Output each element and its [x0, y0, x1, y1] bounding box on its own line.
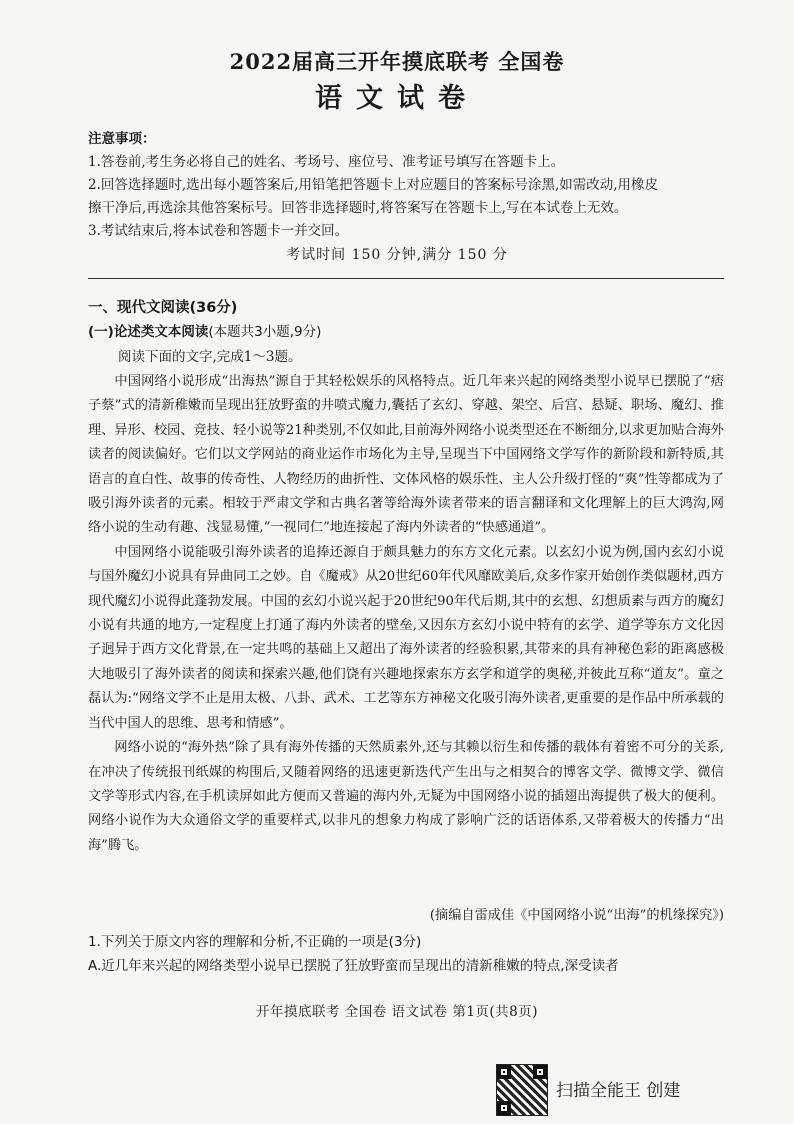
header-divider — [88, 278, 724, 279]
notes-heading: 注意事项： — [88, 131, 156, 147]
passage-paragraph: 中国网络小说形成“出海热”源自于其轻松娱乐的风格特点。近几年来兴起的网络类型小说早已摆脱了“痞子蔡”式的清新稚嫩而呈现出狂放野蛮的井喷式魔力,囊括了玄幻、穿越、架空、后宫、悬疑、职场、魔幻、推理、异形、校园、竞技、轻小说等21种类别,不仅如此,目前海外网络小说类型还在不断细分,以求更加贴合海外读者的阅读偏好。它们以文学网站的商业运作市场化为主导,呈现当下中国网络文学写作的新阶段和新特质,其语言的直白性、故事的传奇性、人物经历的曲折性、文体风格的娱乐性、主人公升级打怪的“爽”性等都成为了吸引海外读者的元素。相较于严肃文学和古典名著等给海外读者带来的语言翻译和文化理解上的巨大鸿沟,网络小说的生动有趣、浅显易懂,“一视同仁”地连接起了海内外读者的“快感通道”。 — [88, 374, 724, 536]
subsection-note: (本题共3小题,9分) — [208, 324, 322, 340]
reading-passage — [88, 370, 724, 858]
note-item: 2.回答选择题时,选出每小题答案后,用铅笔把答题卡上对应题目的答案标号涂黑,如需改动,用橡皮 — [88, 177, 659, 193]
section-title: 一、现代文阅读(36分) — [88, 300, 238, 316]
passage-source: (摘编自雷成佳《中国网络小说“出海”的机缘探究》) — [429, 908, 724, 923]
note-item: 1.答卷前,考生务必将自己的姓名、考场号、座位号、准考证号填写在答题卡上。 — [88, 154, 565, 170]
qr-code-icon — [496, 1064, 548, 1116]
exam-time-line: 考试时间 150 分钟,满分 150 分 — [286, 247, 508, 263]
exam-notes — [88, 128, 728, 243]
reading-instruction: 阅读下面的文字,完成1～3题。 — [118, 349, 302, 365]
subsection-title — [88, 320, 321, 340]
note-item: 擦干净后,再选涂其他答案标号。回答非选择题时,将答案写在答题卡上,写在本试卷上无效。 — [88, 200, 628, 216]
passage-paragraph: 网络小说的“海外热”除了具有海外传播的天然质素外,还与其赖以衍生和传播的载体有着密不可分的关系,在冲决了传统报刊纸媒的构围后,又随着网络的迅速更新迭代产生出与之相契合的博客文学、微博文学、微信文学等形式内容,在手机读屏如此方便而又普遍的海内外,无疑为中国网络小说的插翅出海提供了极大的便利。网络小说作为大众通俗文学的重要样式,以非凡的想象力构成了影响广泛的话语体系,又带着极大的传播力“出海”腾飞。 — [88, 740, 724, 853]
question-stem: 1.下列关于原文内容的理解和分析,不正确的一项是(3分) — [88, 934, 422, 950]
scanner-watermark: 扫描全能王 创建 — [556, 1081, 681, 1101]
subsection-label: (一)论述类文本阅读 — [88, 324, 209, 340]
page-footer: 开年摸底联考 全国卷 语文试卷 第1页(共8页) — [255, 1004, 539, 1020]
note-item: 3.考试结束后,将本试卷和答题卡一并交回。 — [88, 223, 349, 239]
subject-title: 语文试卷 — [315, 83, 479, 114]
question-option-a: A.近几年来兴起的网络类型小说早已摆脱了狂放野蛮而呈现出的清新稚嫩的特点,深受读者 — [88, 958, 619, 974]
exam-title: 2022届高三开年摸底联考 全国卷 — [229, 49, 565, 74]
passage-paragraph: 中国网络小说能吸引海外读者的追捧还源自于颇具魅力的东方文化元素。以玄幻小说为例,国内玄幻小说与国外魔幻小说具有异曲同工之妙。自《魔戒》从20世纪60年代风靡欧美后,众多作家开始创作类似题材,西方现代魔幻小说得此蓬勃发展。中国的玄幻小说兴起于20世纪90年代后期,其中的玄想、幻想质素与西方的魔幻小说有共通的地方,一定程度上打通了海内外读者的壁垒,又因东方玄幻小说中特有的玄学、道学等东方文化因子迥异于西方文化背景,在一定共鸣的基础上又超出了海外读者的经验积累,其带来的具有神秘色彩的距离感极大地吸引了海外读者的阅读和探索兴趣,他们饶有兴趣地探索东方玄学和道学的奥秘,并彼此互称“道友”。童之磊认为:“网络文学不止是用太极、八卦、武术、工艺等东方神秘文化吸引海外读者,更重要的是作品中所承载的当代中国人的思维、思考和情感”。 — [88, 544, 724, 731]
